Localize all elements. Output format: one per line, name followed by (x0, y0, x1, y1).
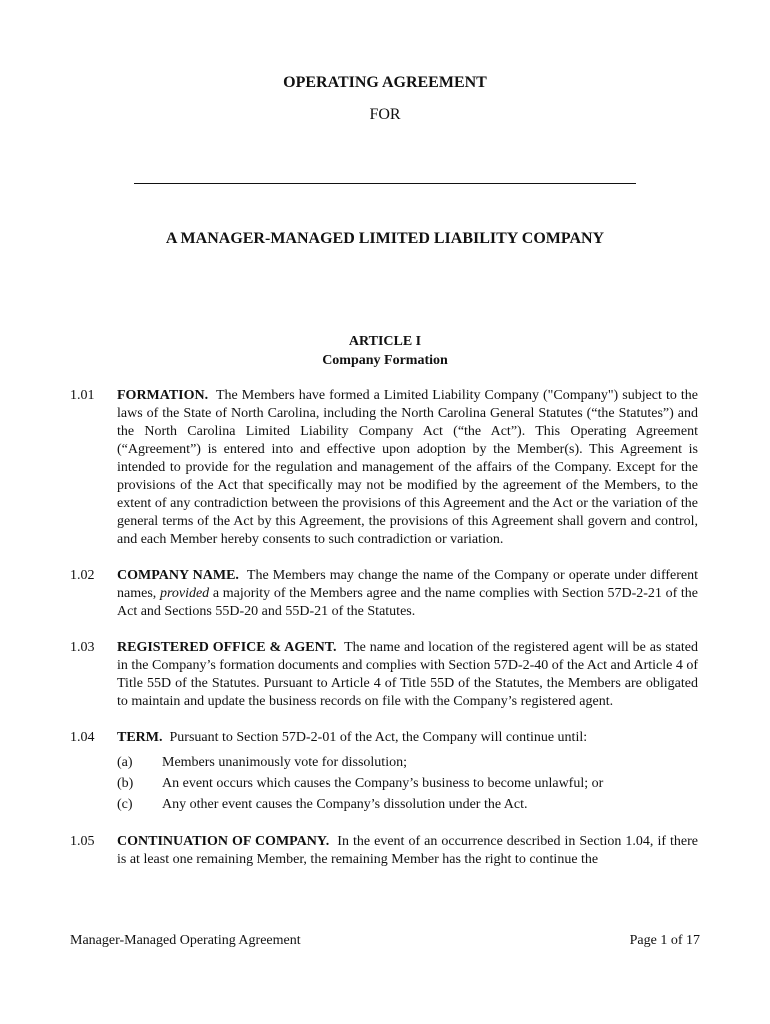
list-item (117, 794, 698, 815)
article-name: Company Formation (322, 353, 448, 368)
section-number: 1.05 (70, 834, 95, 849)
sections-list (70, 387, 698, 887)
section-text: The Members have formed a Limited Liability Company ("Company") subject to the laws of the State of North Carolina, including the North Carolina General Statutes (“the Statutes”) and the North Carolina Limited Liability Company Act (“the Act”). This Operating Agreement (“Agreement”) is entered into and effective upon adoption by the Member(s). This Agreement is intended to provide for the regulation and management of the affairs of the Company. Except for the provisions of the Act that specifically may not be modified by the agreement of the Members, to the extent of any contradiction between the provisions of this Agreement and the Act or the variation of the general terms of the Act by this Agreement, the provisions of this Agreement shall govern and control, and each Member hereby consents to such contradiction or variation. (117, 388, 698, 547)
for-label: FOR (369, 106, 401, 123)
section-1-03 (70, 639, 698, 711)
section-number: 1.03 (70, 640, 95, 655)
list-item-label: (c) (117, 797, 133, 812)
section-text: In the event of an occurrence described in Section 1.04, if there is at least one remaining Member, the remaining Member has the right to continue the (117, 834, 699, 867)
section-text-continued: a majority of the Members agree and the name complies with Section 57D-2-21 of the Act and Sections 55D-20 and 55D-21 of the Statutes. (117, 586, 699, 619)
list-item-label: (a) (117, 755, 133, 770)
article-number: ARTICLE I (348, 334, 422, 349)
footer-page-number: Page 1 of 17 (629, 933, 700, 948)
section-1-04 (70, 729, 698, 815)
section-number: 1.04 (70, 730, 95, 745)
section-text: The Members may change the name of the Company or operate under different names, (117, 568, 699, 601)
section-body (117, 639, 698, 711)
section-heading: REGISTERED OFFICE & AGENT. (117, 640, 337, 655)
document-title: OPERATING AGREEMENT (283, 74, 487, 91)
section-body (117, 567, 698, 621)
list-item (117, 773, 698, 794)
term-conditions-list (117, 752, 698, 815)
list-item-label: (b) (117, 776, 134, 791)
list-item-text: Any other event causes the Company’s dissolution under the Act. (162, 797, 528, 812)
document-subtitle: A MANAGER-MANAGED LIMITED LIABILITY COMPANY (165, 230, 605, 247)
section-body (117, 833, 698, 869)
section-body (117, 387, 698, 549)
company-name-blank-line (134, 183, 636, 184)
list-item (117, 752, 698, 773)
section-number: 1.01 (70, 388, 95, 403)
section-heading: TERM. (117, 730, 163, 745)
section-heading: FORMATION. (117, 388, 209, 403)
section-text: Pursuant to Section 57D-2-01 of the Act, the Company will continue until: (169, 730, 588, 745)
list-item-text: Members unanimously vote for dissolution; (162, 755, 407, 770)
list-item-text: An event occurs which causes the Company’s business to become unlawful; or (162, 776, 604, 791)
section-1-05 (70, 833, 698, 869)
footer-document-name: Manager-Managed Operating Agreement (70, 933, 301, 948)
section-heading: CONTINUATION OF COMPANY. (117, 834, 330, 849)
section-number: 1.02 (70, 568, 95, 583)
section-text: The name and location of the registered agent will be as stated in the Company’s formation documents and complies with Section 57D-2-40 of the Act and Article 4 of Title 55D of the Statutes. Pursuant to Article 4 of Title 55D of the Statutes, the Members are obligated to maintain and update the business records on file with the Company’s registered agent. (117, 640, 699, 709)
section-body (117, 729, 698, 747)
section-1-01 (70, 387, 698, 549)
section-heading: COMPANY NAME. (117, 568, 239, 583)
article-heading (0, 332, 770, 370)
section-1-02 (70, 567, 698, 621)
section-text-italic: provided (159, 586, 210, 601)
